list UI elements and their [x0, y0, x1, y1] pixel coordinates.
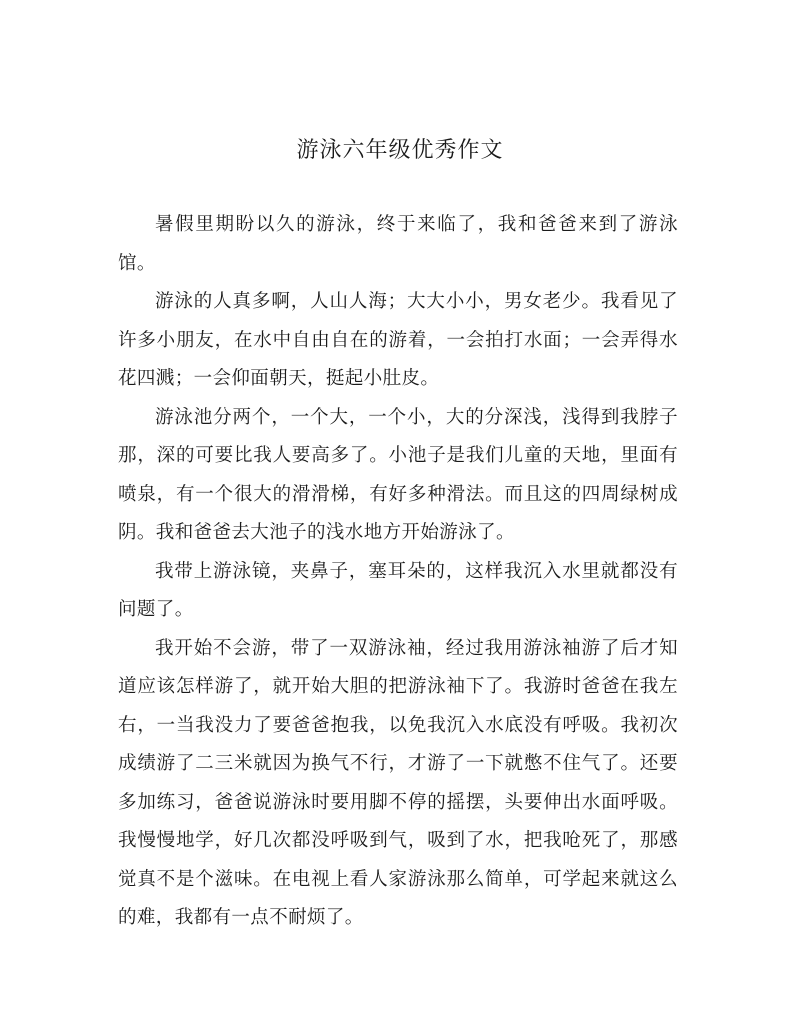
document-body	[118, 206, 678, 938]
paragraph: 游泳的人真多啊，人山人海；大大小小，男女老少。我看见了许多小朋友，在水中自由自在的游着，一会拍打水面；一会弄得水花四溅；一会仰面朝天，挺起小肚皮。	[118, 291, 678, 389]
document-title: 游泳六年级优秀作文	[296, 138, 504, 163]
paragraph: 我开始不会游，带了一双游泳袖，经过我用游泳袖游了后才知道应该怎样游了，就开始大胆的把游泳袖下了。我游时爸爸在我左右，一当我没力了要爸爸抱我，以免我沉入水底没有呼吸。我初次成绩游了二三米就因为换气不行，才游了一下就憋不住气了。还要多加练习，爸爸说游泳时要用脚不停的摇摆，头要伸出水面呼吸。我慢慢地学，好几次都没呼吸到气，吸到了水，把我呛死了，那感觉真不是个滋味。在电视上看人家游泳那么简单，可学起来就这么的难，我都有一点不耐烦了。	[118, 637, 678, 928]
paragraph: 我带上游泳镜，夹鼻子，塞耳朵的，这样我沉入水里就都没有问题了。	[118, 560, 678, 620]
paragraph: 游泳池分两个，一个大，一个小，大的分深浅，浅得到我脖子那，深的可要比我人要高多了。小池子是我们儿童的天地，里面有喷泉，有一个很大的滑滑梯，有好多种滑法。而且这的四周绿树成阴。我和爸爸去大池子的浅水地方开始游泳了。	[118, 406, 678, 543]
paragraph: 暑假里期盼以久的游泳，终于来临了，我和爸爸来到了游泳馆。	[118, 214, 678, 274]
